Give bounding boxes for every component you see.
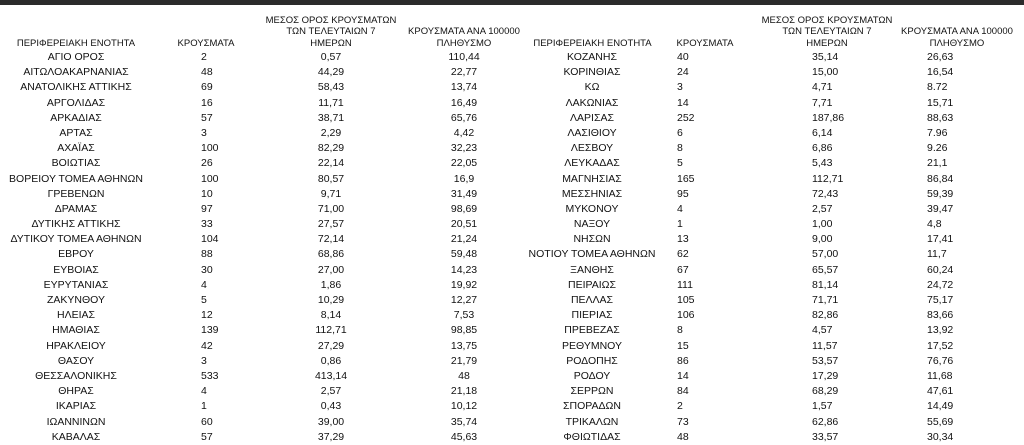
region-cell: ΓΡΕΒΕΝΩΝ: [47, 187, 105, 200]
cases-cell: 57: [201, 430, 213, 443]
table-row: [0, 172, 1024, 187]
avg7-cell: 1,86: [320, 278, 342, 291]
region-cell: ΕΥΒΟΙΑΣ: [53, 263, 99, 276]
region-cell: ΡΟΔΟΥ: [573, 369, 611, 382]
per100k-cell: 110,44: [448, 51, 480, 63]
per100k-cell: 11,7: [927, 248, 947, 261]
region-cell: ΑΧΑΪΑΣ: [57, 142, 95, 155]
per100k-cell: 13,74: [450, 81, 478, 94]
cases-cell: 42: [201, 339, 213, 352]
per100k-cell: 13,92: [927, 324, 954, 337]
table-row: [0, 339, 1024, 354]
per100k-cell: 59,39: [927, 187, 954, 200]
region-cell: ΚΟΖΑΝΗΣ: [567, 51, 617, 63]
avg7-cell: 71,00: [317, 202, 345, 215]
per100k-cell: 11,68: [927, 369, 953, 382]
cases-cell: 8: [677, 142, 683, 155]
per100k-cell: 55,69: [927, 415, 954, 428]
table-row: [0, 354, 1024, 369]
avg7-cell: 39,00: [317, 415, 345, 428]
per100k-cell: 21,79: [450, 354, 478, 367]
header-avg7-right: ΜΕΣΟΣ ΟΡΟΣ ΚΡΟΥΣΜΑΤΩΝ ΤΩΝ ΤΕΛΕΥΤΑΙΩΝ 7 ΗΜΕΡΩΝ: [761, 14, 893, 49]
avg7-cell: 11,71: [318, 96, 344, 109]
table-row: [0, 96, 1024, 111]
avg7-cell: 0,86: [320, 354, 342, 367]
cases-cell: 165: [677, 172, 695, 185]
per100k-cell: 48: [458, 369, 470, 382]
avg7-cell: 27,00: [317, 263, 345, 276]
cases-cell: 139: [201, 324, 219, 337]
cases-cell: 1: [677, 218, 683, 231]
region-cell: ΚΩ: [584, 81, 600, 94]
per100k-cell: 39,47: [927, 202, 954, 215]
region-cell: ΑΡΚΑΔΙΑΣ: [50, 111, 102, 124]
region-cell: ΒΟΡΕΙΟΥ ΤΟΜΕΑ ΑΘΗΝΩΝ: [9, 172, 143, 185]
per100k-cell: 4,42: [453, 126, 475, 139]
cases-cell: 69: [201, 81, 213, 94]
header-region-right: ΠΕΡΙΦΕΡΕΙΑΚΗ ΕΝΟΤΗΤΑ: [533, 37, 652, 49]
avg7-cell: 37,29: [317, 430, 345, 443]
per100k-cell: 98,69: [450, 202, 478, 215]
per100k-cell: 21,18: [450, 385, 478, 398]
avg7-cell: 68,86: [317, 248, 345, 261]
avg7-cell: 82,86: [812, 309, 839, 322]
per100k-cell: 35,74: [450, 415, 478, 428]
region-cell: ΘΕΣΣΑΛΟΝΙΚΗΣ: [35, 369, 117, 382]
avg7-cell: 72,43: [812, 187, 839, 200]
cases-cell: 14: [677, 369, 689, 382]
per100k-cell: 14,49: [927, 400, 954, 413]
per100k-cell: 22,05: [450, 157, 478, 170]
per100k-cell: 59,48: [450, 248, 478, 261]
table-row: [0, 232, 1024, 247]
cases-cell: 13: [677, 233, 689, 246]
region-cell: ΕΒΡΟΥ: [58, 248, 94, 261]
cases-cell: 24: [677, 66, 689, 79]
per100k-cell: 7,53: [453, 309, 475, 322]
cases-cell: 40: [677, 51, 689, 63]
region-cell: ΤΡΙΚΑΛΩΝ: [565, 415, 619, 428]
region-cell: ΛΕΥΚΑΔΑΣ: [564, 157, 620, 170]
avg7-cell: 4,57: [812, 324, 833, 337]
table-row: [0, 263, 1024, 278]
table-header: [0, 8, 1024, 50]
cases-cell: 5: [677, 157, 683, 170]
table-row: [0, 399, 1024, 414]
avg7-cell: 72,14: [317, 233, 345, 246]
region-cell: ΝΟΤΙΟΥ ΤΟΜΕΑ ΑΘΗΝΩΝ: [528, 248, 656, 261]
table-row: [0, 141, 1024, 156]
per100k-cell: 31,49: [450, 187, 478, 200]
cases-cell: 105: [677, 294, 695, 306]
per100k-cell: 75,17: [927, 294, 954, 306]
cases-cell: 57: [201, 111, 213, 124]
avg7-cell: 4,71: [812, 81, 833, 94]
region-cell: ΛΑΚΩΝΙΑΣ: [565, 96, 619, 109]
per100k-cell: 15,71: [927, 96, 954, 109]
table-row: [0, 415, 1024, 430]
region-cell: ΚΑΒΑΛΑΣ: [51, 430, 101, 443]
region-cell: ΔΥΤΙΚΗΣ ΑΤΤΙΚΗΣ: [31, 218, 121, 231]
avg7-cell: 35,14: [812, 51, 839, 63]
cases-cell: 86: [677, 354, 689, 367]
avg7-cell: 0,43: [320, 400, 342, 413]
avg7-cell: 82,29: [317, 142, 345, 155]
avg7-cell: 112,71: [315, 324, 347, 337]
cases-cell: 67: [677, 263, 689, 276]
cases-cell: 48: [677, 430, 689, 443]
avg7-cell: 81,14: [812, 278, 839, 291]
avg7-cell: 5,43: [812, 157, 833, 170]
region-cell: ΑΡΤΑΣ: [59, 126, 93, 139]
region-cell: ΚΟΡΙΝΘΙΑΣ: [563, 66, 621, 79]
cases-cell: 73: [677, 415, 689, 428]
table-row: [0, 202, 1024, 217]
per100k-cell: 60,24: [927, 263, 954, 276]
header-region-left: ΠΕΡΙΦΕΡΕΙΑΚΗ ΕΝΟΤΗΤΑ: [16, 37, 136, 49]
cases-cell: 3: [201, 126, 207, 139]
region-cell: ΔΥΤΙΚΟΥ ΤΟΜΕΑ ΑΘΗΝΩΝ: [10, 233, 142, 246]
avg7-cell: 6,14: [812, 126, 833, 139]
cases-cell: 3: [201, 354, 207, 367]
avg7-cell: 27,29: [317, 339, 345, 352]
table-row: [0, 369, 1024, 384]
avg7-cell: 22,14: [317, 157, 345, 170]
region-cell: ΠΕΛΛΑΣ: [570, 294, 614, 306]
avg7-cell: 8,14: [320, 309, 342, 322]
region-cell: ΝΑΞΟΥ: [573, 218, 611, 231]
per100k-cell: 65,76: [450, 111, 478, 124]
cases-cell: 97: [201, 202, 213, 215]
avg7-cell: 65,57: [812, 263, 839, 276]
covid-cases-table: [0, 8, 1024, 445]
region-cell: ΔΡΑΜΑΣ: [54, 202, 98, 215]
table-row: [0, 80, 1024, 95]
table-row: [0, 247, 1024, 262]
header-cases-right: ΚΡΟΥΣΜΑΤΑ: [676, 37, 734, 49]
cases-cell: 533: [201, 369, 219, 382]
per100k-cell: 26,63: [927, 51, 954, 63]
table-row: [0, 217, 1024, 232]
region-cell: ΖΑΚΥΝΘΟΥ: [46, 294, 105, 306]
region-cell: ΡΟΔΟΠΗΣ: [566, 354, 618, 367]
avg7-cell: 6,86: [812, 142, 833, 155]
region-cell: ΑΓΙΟ ΟΡΟΣ: [47, 51, 105, 63]
avg7-cell: 17,29: [812, 369, 839, 382]
cases-cell: 60: [201, 415, 213, 428]
cases-cell: 2: [201, 51, 207, 63]
avg7-cell: 9,00: [812, 233, 833, 246]
region-cell: ΒΟΙΩΤΙΑΣ: [51, 157, 101, 170]
per100k-cell: 9.26: [927, 142, 948, 155]
region-cell: ΠΕΙΡΑΙΩΣ: [568, 278, 616, 291]
cases-cell: 1: [201, 400, 207, 413]
avg7-cell: 33,57: [812, 430, 839, 443]
table-row: [0, 293, 1024, 308]
per100k-cell: 16,49: [450, 96, 478, 109]
cases-cell: 4: [677, 202, 683, 215]
cases-cell: 4: [201, 385, 207, 398]
region-cell: ΡΕΘΥΜΝΟΥ: [561, 339, 622, 352]
table-row: [0, 323, 1024, 338]
per100k-cell: 20,51: [450, 218, 478, 231]
avg7-cell: 1,00: [812, 218, 833, 231]
avg7-cell: 2,57: [812, 202, 833, 215]
per100k-cell: 76,76: [927, 354, 954, 367]
avg7-cell: 53,57: [812, 354, 839, 367]
cases-cell: 16: [201, 96, 213, 109]
avg7-cell: 2,29: [320, 126, 342, 139]
per100k-cell: 86,84: [927, 172, 954, 185]
cases-cell: 8: [677, 324, 683, 337]
region-cell: ΑΙΤΩΛΟΑΚΑΡΝΑΝΙΑΣ: [23, 66, 129, 79]
cases-cell: 252: [677, 111, 695, 124]
avg7-cell: 27,57: [317, 218, 345, 231]
per100k-cell: 30,34: [927, 430, 954, 443]
region-cell: ΛΑΣΙΘΙΟΥ: [567, 126, 617, 139]
top-bar: [0, 0, 1024, 5]
cases-cell: 4: [201, 278, 207, 291]
region-cell: ΑΝΑΤΟΛΙΚΗΣ ΑΤΤΙΚΗΣ: [20, 81, 132, 94]
table-row: [0, 278, 1024, 293]
table-row: [0, 187, 1024, 202]
cases-cell: 14: [677, 96, 689, 109]
cases-cell: 100: [201, 142, 219, 155]
cases-cell: 106: [677, 309, 695, 322]
region-cell: ΝΗΣΩΝ: [573, 233, 611, 246]
region-cell: ΜΥΚΟΝΟΥ: [565, 202, 619, 215]
cases-cell: 95: [677, 187, 689, 200]
avg7-cell: 80,57: [317, 172, 345, 185]
header-avg7-left: ΜΕΣΟΣ ΟΡΟΣ ΚΡΟΥΣΜΑΤΩΝ ΤΩΝ ΤΕΛΕΥΤΑΙΩΝ 7 ΗΜΕΡΩΝ: [265, 14, 397, 49]
region-cell: ΜΑΓΝΗΣΙΑΣ: [562, 172, 622, 185]
region-cell: ΣΠΟΡΑΔΩΝ: [563, 400, 621, 413]
per100k-cell: 88,63: [927, 111, 954, 124]
cases-cell: 111: [677, 278, 693, 291]
per100k-cell: 17,52: [927, 339, 954, 352]
avg7-cell: 10,29: [317, 294, 345, 306]
table-row: [0, 126, 1024, 141]
cases-cell: 48: [201, 66, 213, 79]
per100k-cell: 10,12: [450, 400, 478, 413]
region-cell: ΗΡΑΚΛΕΙΟΥ: [46, 339, 106, 352]
table-row: [0, 430, 1024, 445]
per100k-cell: 14,23: [450, 263, 478, 276]
cases-cell: 88: [201, 248, 213, 261]
table-row: [0, 111, 1024, 126]
cases-cell: 26: [201, 157, 213, 170]
per100k-cell: 98,85: [450, 324, 478, 337]
region-cell: ΙΩΑΝΝΙΝΩΝ: [46, 415, 106, 428]
per100k-cell: 47,61: [927, 385, 954, 398]
avg7-cell: 11,57: [812, 339, 838, 352]
avg7-cell: 71,71: [812, 294, 839, 306]
avg7-cell: 0,57: [320, 51, 342, 63]
per100k-cell: 19,92: [450, 278, 478, 291]
cases-cell: 5: [201, 294, 207, 306]
cases-cell: 15: [677, 339, 689, 352]
avg7-cell: 38,71: [317, 111, 345, 124]
avg7-cell: 9,71: [320, 187, 342, 200]
cases-cell: 84: [677, 385, 689, 398]
per100k-cell: 8.72: [927, 81, 948, 94]
region-cell: ΞΑΝΘΗΣ: [570, 263, 614, 276]
avg7-cell: 62,86: [812, 415, 839, 428]
avg7-cell: 7,71: [812, 96, 833, 109]
avg7-cell: 15,00: [812, 66, 839, 79]
table-row: [0, 65, 1024, 80]
header-cases-left: ΚΡΟΥΣΜΑΤΑ: [177, 37, 235, 49]
cases-cell: 2: [677, 400, 683, 413]
avg7-cell: 2,57: [320, 385, 342, 398]
table-row: [0, 308, 1024, 323]
region-cell: ΑΡΓΟΛΙΔΑΣ: [46, 96, 106, 109]
cases-cell: 30: [201, 263, 213, 276]
header-per100k-left: ΚΡΟΥΣΜΑΤΑ ΑΝΑ 100000 ΠΛΗΘΥΣΜΟ: [408, 26, 520, 49]
cases-cell: 100: [201, 172, 219, 185]
region-cell: ΗΛΕΙΑΣ: [56, 309, 95, 322]
per100k-cell: 4,8: [927, 218, 942, 231]
avg7-cell: 413,14: [314, 369, 348, 382]
region-cell: ΦΘΙΩΤΙΔΑΣ: [563, 430, 621, 443]
avg7-cell: 187,86: [812, 111, 845, 124]
avg7-cell: 58,43: [317, 81, 345, 94]
region-cell: ΛΑΡΙΣΑΣ: [570, 111, 614, 124]
region-cell: ΕΥΡΥΤΑΝΙΑΣ: [43, 278, 109, 291]
region-cell: ΘΗΡΑΣ: [58, 385, 94, 398]
region-cell: ΛΕΣΒΟΥ: [570, 142, 614, 155]
table-row: [0, 384, 1024, 399]
region-cell: ΜΕΣΣΗΝΙΑΣ: [561, 187, 623, 200]
avg7-cell: 112,71: [812, 172, 844, 185]
cases-cell: 62: [677, 248, 689, 261]
avg7-cell: 1,57: [812, 400, 833, 413]
cases-cell: 6: [677, 126, 683, 139]
cases-cell: 33: [201, 218, 213, 231]
per100k-cell: 24,72: [927, 278, 954, 291]
cases-cell: 10: [201, 187, 213, 200]
avg7-cell: 44,29: [317, 66, 345, 79]
region-cell: ΙΚΑΡΙΑΣ: [55, 400, 97, 413]
per100k-cell: 22,77: [450, 66, 478, 79]
per100k-cell: 32,23: [450, 142, 478, 155]
region-cell: ΣΕΡΡΩΝ: [570, 385, 614, 398]
avg7-cell: 68,29: [812, 385, 839, 398]
per100k-cell: 17,41: [927, 233, 954, 246]
per100k-cell: 21,24: [450, 233, 478, 246]
region-cell: ΗΜΑΘΙΑΣ: [52, 324, 100, 337]
per100k-cell: 7.96: [927, 126, 948, 139]
per100k-cell: 16,9: [453, 172, 475, 185]
table-row: [0, 156, 1024, 171]
per100k-cell: 13,75: [450, 339, 478, 352]
per100k-cell: 21,1: [927, 157, 948, 170]
per100k-cell: 12,27: [450, 294, 478, 306]
avg7-cell: 57,00: [812, 248, 839, 261]
region-cell: ΘΑΣΟΥ: [57, 354, 95, 367]
cases-cell: 104: [201, 233, 219, 246]
per100k-cell: 45,63: [450, 430, 478, 443]
region-cell: ΠΡΕΒΕΖΑΣ: [564, 324, 620, 337]
table-row: [0, 50, 1024, 65]
header-per100k-right: ΚΡΟΥΣΜΑΤΑ ΑΝΑ 100000 ΠΛΗΘΥΣΜΟ: [901, 26, 1013, 49]
cases-cell: 3: [677, 81, 683, 94]
table-body: [0, 50, 1024, 445]
per100k-cell: 16,54: [927, 66, 954, 79]
cases-cell: 12: [201, 309, 213, 322]
per100k-cell: 83,66: [927, 309, 954, 322]
region-cell: ΠΙΕΡΙΑΣ: [571, 309, 613, 322]
